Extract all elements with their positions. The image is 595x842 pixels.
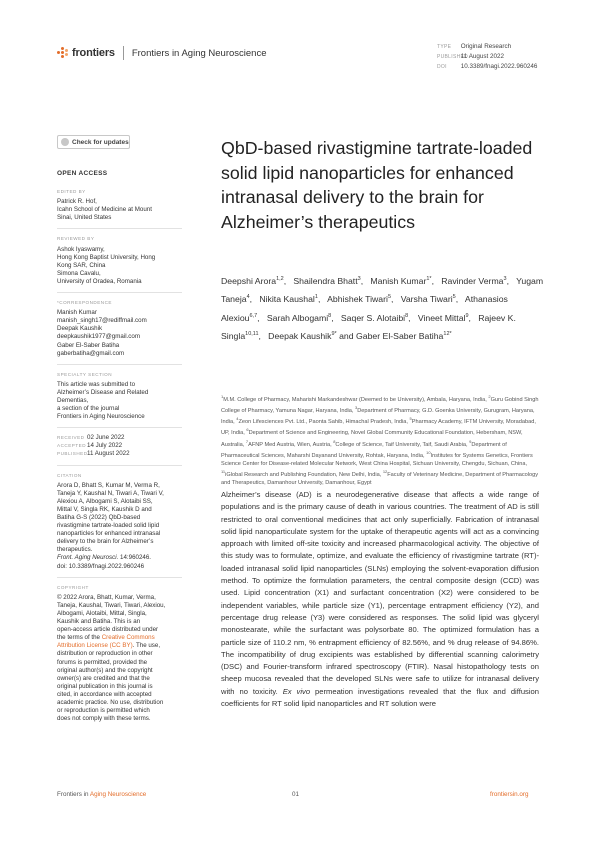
citation-line: Alexiou A, Albogami S, Alotaibi SS, xyxy=(57,497,153,505)
author-name[interactable]: Abhishek Tiwari xyxy=(327,294,388,305)
copyright-line: Albogami, Alotaibi, Mittal, Singla, xyxy=(57,609,147,617)
affiliation-marker: 3 xyxy=(355,405,358,411)
citation-journal: Front. Aging Neurosci. xyxy=(57,554,119,562)
copyright-line: open-access article distributed under xyxy=(57,626,159,634)
author-affiliation-marker: 4 xyxy=(246,294,250,301)
specialty-line: Alzheimer’s Disease and Related xyxy=(57,388,149,396)
reviewer-line: University of Oradea, Romania xyxy=(57,277,142,285)
specialty-line: Frontiers in Aging Neuroscience xyxy=(57,413,145,421)
copyright-label: COPYRIGHT xyxy=(57,584,89,590)
type-value: Original Research xyxy=(460,43,512,50)
copyright-line: original publication in this journal is xyxy=(57,682,153,690)
correspondence-line: manish_singh17@rediffmail.com xyxy=(57,317,147,325)
copyright-line: or reproduction is permitted which xyxy=(57,707,150,715)
copyright-line: does not comply with these terms. xyxy=(57,715,151,723)
affiliation-text: Institutes for Systems Genetics, Frontiers Science Center for Disease-related Molecular Network, West China Hospital, Sichuan University, Chengdu, Sichuan, China, xyxy=(221,452,533,467)
divider xyxy=(57,465,182,466)
correspondence-line: Gaber El-Saber Batiha xyxy=(57,341,120,349)
divider xyxy=(57,228,182,229)
citation-line: Mittal V, Singla RK, Kaushik D and xyxy=(57,505,152,513)
affiliation-marker: 6 xyxy=(246,427,249,433)
specialty-section-block xyxy=(57,381,182,421)
copyright-line: Kaushik and Batiha. This is an xyxy=(57,618,141,626)
check-updates-label: Check for updates xyxy=(72,138,129,146)
copyright-line: owner(s) are credited and that the xyxy=(57,674,150,682)
author-name[interactable]: Athanasios Alexiou xyxy=(221,294,508,323)
accepted-label: ACCEPTED xyxy=(57,443,87,449)
copyright-block xyxy=(57,594,182,634)
specialty-line: a section of the journal xyxy=(57,405,120,413)
editor-line: Patrick R. Hof, xyxy=(57,198,97,206)
reviewed-by-block xyxy=(57,246,182,286)
author-name[interactable]: Nikita Kaushal xyxy=(259,294,315,305)
site-link-text[interactable]: frontiersin.org xyxy=(490,791,529,798)
editor-line: Icahn School of Medicine at Mount xyxy=(57,206,152,214)
citation-volume: 14:960246. xyxy=(118,554,152,562)
footer-journal-link[interactable]: Aging Neuroscience xyxy=(89,791,147,798)
affiliation-text: Zeon Lifesciences Pvt. Ltd., Paonta Sahib, Himachal Pradesh, India, xyxy=(238,419,410,426)
affiliation-marker: 11 xyxy=(221,469,226,475)
dates-block xyxy=(57,434,182,458)
abstract xyxy=(221,489,539,710)
author-name[interactable]: Vineet Mittal xyxy=(417,312,466,323)
affiliation-text: Faculty of Veterinary Medicine, Department of Pharmacology and Therapeutics, Damanhour University, Damanhour, Egypt xyxy=(221,472,539,487)
affiliation-marker: 4 xyxy=(236,416,239,422)
reviewer-line: Simona Cavalu, xyxy=(57,269,101,277)
specialty-section-label: SPECIALTY SECTION xyxy=(57,371,113,377)
affiliation-marker: 8 xyxy=(333,438,336,444)
open-access-label: OPEN ACCESS xyxy=(57,170,108,177)
article-meta xyxy=(437,42,537,72)
author-affiliation-marker: 8 xyxy=(405,312,409,319)
footer-journal xyxy=(57,791,146,798)
affiliation-marker: 2 xyxy=(488,394,491,399)
page-number: 01 xyxy=(292,791,300,798)
author-name[interactable]: Deepak Kaushik xyxy=(268,331,332,342)
footer-prefix: Frontiers in xyxy=(57,791,90,798)
sidebar xyxy=(57,170,182,723)
citation-line: delivery to the brain for Alzheimer’s xyxy=(57,538,154,546)
author-conjunction: and xyxy=(339,331,354,342)
refresh-icon xyxy=(61,138,69,146)
author-affiliation-marker: 10,11 xyxy=(245,331,259,338)
citation-line: Batiha G-S (2022) QbD-based xyxy=(57,514,141,521)
author-affiliation-marker: 8 xyxy=(328,312,332,319)
reviewer-line: Kong SAR, China xyxy=(57,261,106,269)
affiliation-text: Guru Gobind Singh College of Pharmacy, Yamuna Nagar, Haryana, India, xyxy=(221,396,539,415)
published-label: PUBLISHED xyxy=(437,54,469,60)
affiliation-text: M.M. College of Pharmacy, Maharishi Markandeshwar (Deemed to be University), Ambala, Haryana, India, xyxy=(223,396,489,403)
doi-label: DOI xyxy=(437,64,447,70)
footer-site-link[interactable] xyxy=(490,791,529,798)
copyright-text: the terms of the xyxy=(57,634,102,642)
author-affiliation-marker: 9* xyxy=(331,331,337,338)
author-affiliation-marker: 5 xyxy=(452,294,456,301)
correspondence-label: *CORRESPONDENCE xyxy=(57,300,112,306)
correspondence-block xyxy=(57,309,182,358)
citation-line: therapeutics. xyxy=(57,546,93,554)
author-name[interactable]: Deepshi Arora xyxy=(221,275,277,286)
copyright-line: academic practice. No use, distribution xyxy=(57,698,164,706)
author-affiliation-marker: 3 xyxy=(357,276,361,282)
abstract-text: Alzheimer’s disease (AD) is a neurodegenerative disease that affects a wide range of populations and is the primary cause of death in various countries. The treatment of AD is still restricted to oral conventional medicines that act only superficially. Fabrication of intranasal solid lipid nanoparticulate system for the uptake of therapeutic agents will act as a convincing approach with limited off-site toxicity and increased pharmacological activity. The objective of this study was to formulate, optimize, and evaluate the efficiency of rivastigmine tartrate (RT)-loaded intranasal solid lipid nanoparticles (SLNs) employing the solvent-evaporation diffusion method. To optimize the formulation parameters, the central composite design (CCD) was used. Lipid concentration (X1) and surfactant concentration (X2) were considered to be independent variables, while particle size (Y1), percentage entrapment efficiency (Y2), and percentage drug release (Y3) were considered as responses. The solid lipid was glyceryl monostearate, while the surfactant was polysorbate 80. The optimized formulation has a particle size of 110.2 nm, % entrapment efficiency of 82.56%, and % drug release of 94.86%. The incompatibility of drug excipients was established by differential scanning calorimetry (DSC) and Fourier-transform infrared spectroscopy (FTIR). Nasal histopathology tests on sheep mucosa revealed that the developed SLNs were safe to utilize for intranasal delivery with no toxicity. xyxy=(221,490,539,696)
author-list: Deepshi Arora$^{1,2}$, Shailendra Bhatt$^3$, Manish Kumar$^{1*}$, Ravinder Verma$^3$, Yugam Taneja$^4$, Nikita Kaushal$^1$, Abhishek Tiwari$^5$, Varsha Tiwari$^5$, Athanasios Alexiou$^{6,7}$, Sarah Albogami$^8$, Saqer S. Alotaibi$^8$, Vineet Mittal$^9$, Rajeev K. Singla$^{10,11}$, Deepak Kaushik$^{9*}$ and Gaber El-Saber Batiha$^{12*}$ xyxy=(221,275,544,342)
author-affiliation-marker: 6,7 xyxy=(249,312,258,319)
divider xyxy=(57,577,182,578)
affiliation-text: Department of Pharmacy, G.D. Goenka University, Gurugram, Haryana, India, xyxy=(221,408,535,426)
received-label: RECEIVED xyxy=(57,435,85,441)
brand-name: frontiers xyxy=(72,47,115,59)
affiliation-text: Department of Science and Engineering, Novel Global Community Educational Foundation, Hebersham, NSW, Australia, xyxy=(221,430,523,448)
copyright-line: distribution or reproduction in other xyxy=(57,650,153,658)
correspondence-line: Manish Kumar xyxy=(57,309,97,317)
correspondence-line: gaberbatiha@gmail.com xyxy=(57,349,125,357)
edited-by-block xyxy=(57,198,182,222)
affiliation-text: AFNP Med Austria, Wien, Austria, xyxy=(248,441,334,448)
citation-label: CITATION xyxy=(57,472,82,478)
published-value: 11 August 2022 xyxy=(460,53,505,60)
affiliation-marker: 9 xyxy=(469,438,472,444)
abstract-italic: Ex vivo xyxy=(282,686,311,696)
copyright-line: Taneja, Kaushal, Tiwari, Tiwari, Alexiou, xyxy=(57,601,166,609)
author-name[interactable]: Yugam Taneja xyxy=(221,275,544,305)
editor-line: Sinai, United States xyxy=(57,214,112,222)
author-affiliation-marker: 1* xyxy=(426,276,432,282)
author-affiliation-marker: 9 xyxy=(465,312,469,319)
copyright-line: original author(s) and the copyright xyxy=(57,666,153,674)
article-title: QbD-based rivastigmine tartrate-loaded solid lipid nanoparticles for enhanced intranasal delivery to the brain for Alzheimer’s therapeutics xyxy=(221,138,533,232)
affiliation-marker: 1 xyxy=(221,394,224,399)
affiliation-text: iGlobal Research and Publishing Foundation, New Delhi, India, xyxy=(225,472,383,479)
received-value: 02 June 2022 xyxy=(87,434,125,442)
author-name[interactable]: Gaber El-Saber Batiha xyxy=(355,331,444,342)
affiliation-text: Pharmacy Academy, IFTM University, Moradabad, UP, India, xyxy=(221,419,536,437)
frontiers-logo-icon xyxy=(57,47,69,59)
author-name[interactable]: Saqer S. Alotaibi xyxy=(340,312,406,323)
cc-license-link[interactable]: Creative Commons xyxy=(101,634,155,642)
author-affiliation-marker: 5 xyxy=(387,294,392,301)
author-affiliation-marker: 3 xyxy=(503,276,507,282)
specialty-line: Dementias, xyxy=(57,396,89,404)
affiliation-text: College of Science, Taif University, Taif, Saudi Arabia, xyxy=(335,441,470,448)
reviewer-line: Ashok Iyaswamy, xyxy=(57,245,105,253)
cc-license-link[interactable]: Attribution License (CC BY) xyxy=(57,642,133,650)
correspondence-line: deepkaushik1977@gmail.com xyxy=(57,333,140,341)
citation-line: rivastigmine tartrate-loaded solid lipid xyxy=(57,522,160,530)
abstract-text-tail: permeation investigations revealed that the flux and diffusion coefficients for RT solid lipid nanoparticles and RT solution were xyxy=(221,686,539,709)
author-name[interactable]: Sarah Albogami xyxy=(266,312,329,323)
author-affiliation-marker: 12* xyxy=(443,331,452,338)
published-value: 11 August 2022 xyxy=(87,450,130,458)
accepted-value: 14 July 2022 xyxy=(87,442,123,450)
reviewer-line: Hong Kong Baptist University, Hong xyxy=(57,253,156,261)
affiliation-marker: 10 xyxy=(426,449,431,455)
citation-line: Arora D, Bhatt S, Kumar M, Verma R, xyxy=(57,481,160,489)
affiliations xyxy=(221,393,543,488)
specialty-line: This article was submitted to xyxy=(57,380,136,388)
correspondence-line: Deepak Kaushik xyxy=(57,325,103,333)
affiliation-text: Department of Pharmaceutical Sciences, Maharshi Dayanand University, Rohtak, Haryana, India, xyxy=(221,441,507,459)
copyright-text: . The use, xyxy=(132,642,161,650)
copyright-line: forums is permitted, provided the xyxy=(57,658,148,666)
affiliation-marker: 7 xyxy=(245,438,249,444)
affiliation-marker: 5 xyxy=(409,416,412,422)
divider xyxy=(57,364,182,365)
citation-doi[interactable]: doi: 10.3389/fnagi.2022.960246 xyxy=(57,562,145,570)
edited-by-label: EDITED BY xyxy=(57,189,86,195)
citation-line: Taneja Y, Kaushal N, Tiwari A, Tiwari V, xyxy=(57,489,164,497)
citation-line: nanoparticles for enhanced intranasal xyxy=(57,530,161,538)
divider xyxy=(57,292,182,293)
author-name[interactable]: Ravinder Verma xyxy=(441,275,504,286)
copyright-line: © 2022 Arora, Bhatt, Kumar, Verma, xyxy=(57,593,156,601)
author-affiliation-marker: 1 xyxy=(314,294,318,301)
reviewed-by-label: REVIEWED BY xyxy=(57,236,95,242)
divider xyxy=(57,427,182,428)
author-name[interactable]: Manish Kumar xyxy=(370,275,427,286)
author-name[interactable]: Rajeev K. Singla xyxy=(221,312,516,342)
header-divider xyxy=(123,46,124,60)
published-label: PUBLISHED xyxy=(57,451,88,457)
journal-header xyxy=(57,46,266,60)
copyright-line: cited, in accordance with accepted xyxy=(57,690,152,698)
doi-value[interactable]: 10.3389/fnagi.2022.960246 xyxy=(460,63,538,70)
author-affiliation-marker: 1,2 xyxy=(276,276,284,282)
author-name[interactable]: Shailendra Bhatt xyxy=(293,275,358,286)
citation-block xyxy=(57,482,182,555)
check-updates-button[interactable] xyxy=(57,135,130,149)
copyright-block-continued xyxy=(57,650,182,723)
author-name[interactable]: Varsha Tiwari xyxy=(400,294,453,305)
type-label: TYPE xyxy=(437,44,452,50)
affiliation-marker: 12 xyxy=(382,469,388,475)
journal-name: Frontiers in Aging Neuroscience xyxy=(131,47,267,59)
